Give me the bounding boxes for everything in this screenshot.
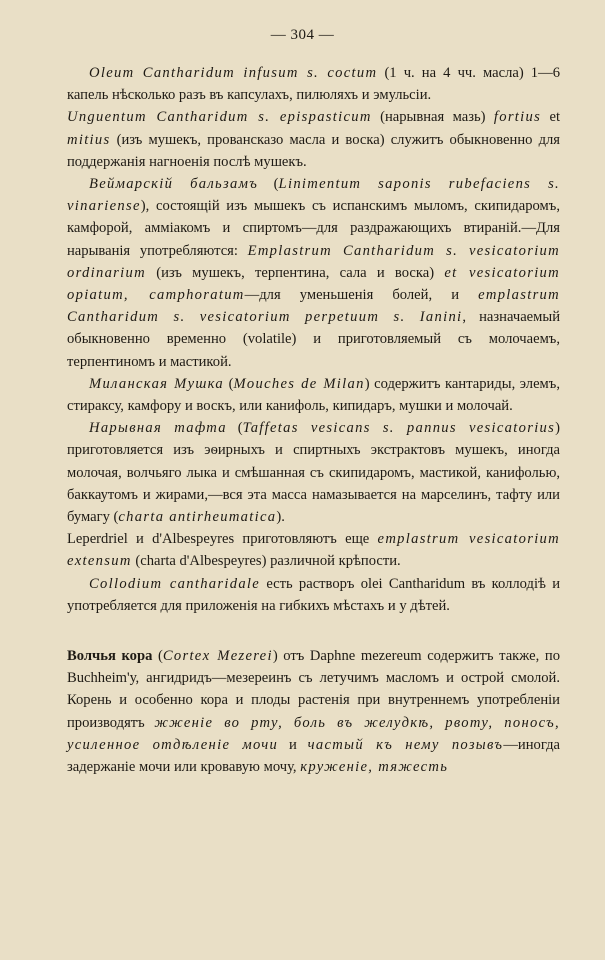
page-body: [67, 62, 560, 778]
italic-term: жженіе во рту, боль въ желудкѣ, рвоту, поносъ, усиленное отдѣленіе мочи: [67, 714, 561, 753]
paragraph-collodium: [67, 573, 560, 617]
text-run: ) отъ Daphne mezereum содержитъ также, по Buchheim'у, ангидридъ—мезереинъ съ летучимъ масломъ и острой смолой. Корень и особенно кора и плоды растенія при внутреннемъ употребленіи производятъ: [67, 648, 560, 731]
italic-term: emplastrum vesicatorium extensum: [67, 531, 560, 570]
text-run: есть растворъ olei Cantharidum въ коллодіѣ и употребляется для приложенія на гибкихъ мѣстахъ и у дѣтей.: [67, 575, 560, 614]
text-run: (изъ мушекъ, провансказо масла и воска) служитъ обыкновенно для поддержанія нагноенія послѣ мушекъ.: [67, 131, 560, 170]
italic-term: Taffetas vesicans s. pannus vesicatorius: [242, 420, 556, 437]
italic-term: Linimentum saponis rubefaciens s. vinariense: [67, 176, 560, 215]
italic-term: Веймарскій бальзамъ: [89, 176, 259, 193]
text-run: , назначаемый обыкновенно временно (volatile) и приготовляемый съ молочаемъ, терпентиномъ и мастикой.: [67, 309, 561, 370]
text-run: —для уменьшенія болей, и: [244, 287, 479, 304]
text-run: (изъ мушекъ, терпентина, сала и воска): [145, 264, 445, 281]
paragraph-unguentum-cantharidum: [67, 106, 560, 173]
italic-term: Collodium cantharidale: [89, 575, 261, 592]
text-run: (: [258, 176, 279, 193]
text-run: (нарывная мазь): [371, 109, 494, 126]
italic-term: Cortex Mezerei: [162, 648, 273, 665]
italic-term: fortius: [493, 109, 542, 126]
italic-term: charta antirheumatica: [118, 509, 277, 526]
paragraph-oleum-cantharidum: [67, 62, 560, 106]
paragraph-blister-taffeta: [67, 417, 560, 528]
text-run: ) приготовляется изъ эѳирныхъ и спиртныхъ экстрактовъ мушекъ, иногда молочая, волчьяго лыка и смѣшанная съ скипидаромъ, мастикой, канифолью, баккаутомъ и жирами,—вся эта масса намазывается на марселинъ, тафту или бумагу (: [67, 420, 560, 526]
paragraph-milan-fly: [67, 373, 560, 417]
italic-term: Emplastrum Cantharidum s. vesicatorium ordinarium: [67, 242, 560, 281]
page-number: — 304 —: [270, 27, 335, 43]
italic-term: частый къ нему позывъ: [307, 736, 504, 753]
italic-term: mitius: [67, 131, 111, 148]
bold-term: Волчья кора: [67, 648, 153, 665]
text-run: —иногда задержаніе мочи или кровавую мочу,: [67, 736, 560, 776]
italic-term: et vesicatorium opiatum, camphoratum: [67, 264, 560, 304]
text-run: (: [226, 420, 243, 437]
text-run: (: [224, 375, 234, 392]
italic-term: круженіе, тяжесть: [300, 759, 449, 776]
paragraph-cortex-mezerei: [67, 645, 560, 778]
paragraph-leperdriel: [67, 528, 560, 572]
text-run: ), состоящій изъ мышекъ съ испанскимъ мыломъ, скипидаромъ, камфорой, амміакомъ и спиртомъ—для раздражающихъ втираній.—Для нарыванія употребляются:: [67, 198, 560, 259]
text-run: (: [152, 648, 163, 665]
text-run: (charta d'Albespeyres) различной крѣпости.: [131, 553, 401, 570]
text-run: Leperdriel и d'Albespeyres приготовляютъ еще: [67, 531, 378, 548]
paragraph-weimar-balsam: [67, 173, 560, 373]
text-run: ).: [276, 509, 285, 526]
text-run: ) содержитъ кантариды, элемъ, стираксу, камфору и воскъ, или канифоль, кипидаръ, мушки и молочай.: [67, 375, 560, 415]
italic-term: Миланская Мушка: [89, 375, 225, 392]
italic-term: Oleum Cantharidum infusum s. coctum: [89, 65, 378, 81]
italic-term: emplastrum Cantharidum s. vesicatorium perpetuum s. Ianini: [67, 287, 560, 326]
text-run: и: [278, 736, 308, 753]
text-run: et: [541, 109, 561, 126]
text-run: (1 ч. на 4 чч. масла) 1—6 капель нѣсколько разъ въ капсулахъ, пилюляхъ и эмульсіи.: [67, 65, 560, 104]
italic-term: Нарывная тафта: [89, 420, 227, 437]
italic-term: Unguentum Cantharidum s. epispasticum: [67, 109, 372, 126]
italic-term: Mouches de Milan: [233, 375, 365, 392]
